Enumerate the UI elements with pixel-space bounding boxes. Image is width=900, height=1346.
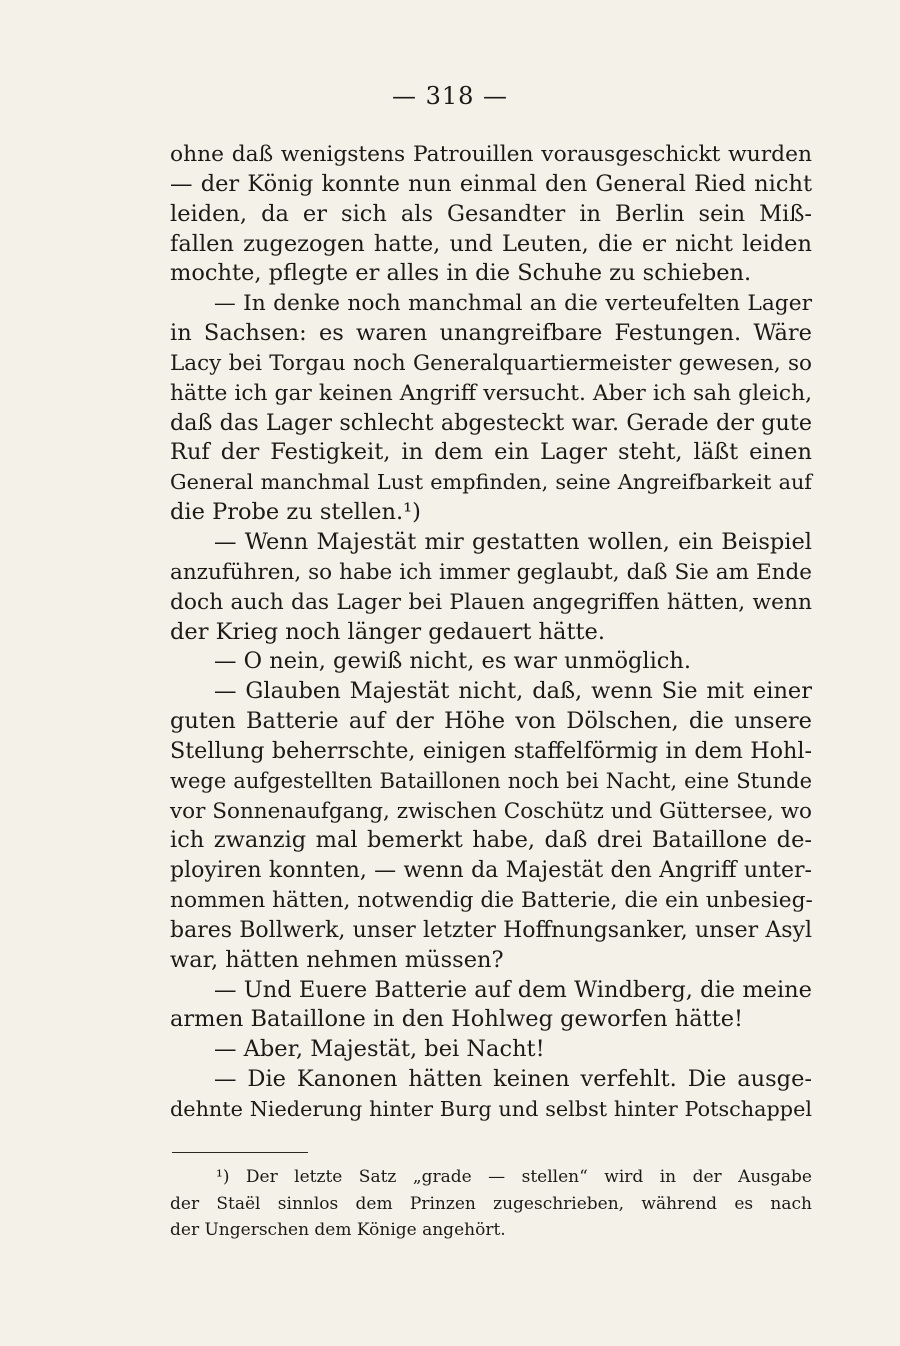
text-line: dehnte Niederung hinter Burg und selbst hinter Potschappel xyxy=(170,1097,812,1121)
text-line: der Krieg noch länger gedauert hätte. xyxy=(170,618,606,645)
footnote-line: der Staël sinnlos dem Prinzen zugeschrieben, während es nach xyxy=(170,1193,812,1214)
text-line: — Wenn Majestät mir gestatten wollen, ein Beispiel xyxy=(214,528,812,555)
footnote-divider xyxy=(172,1152,308,1153)
page-number: — 318 — xyxy=(391,82,509,110)
text-line: nommen hätten, notwendig die Batterie, die ein unbesieg- xyxy=(170,888,813,914)
text-line: vor Sonnenaufgang, zwischen Coschütz und Güttersee, wo xyxy=(170,798,812,824)
text-line: hätte ich gar keinen Angriff versucht. Aber ich sah gleich, xyxy=(170,380,812,406)
text-line: anzuführen, so habe ich immer geglaubt, daß Sie am Ende xyxy=(170,559,812,585)
text-line: die Probe zu stellen.¹) xyxy=(170,499,421,526)
text-line: — Aber, Majestät, bei Nacht! xyxy=(214,1036,545,1063)
footnotes xyxy=(170,1164,812,1244)
text-line: — Die Kanonen hätten keinen verfehlt. Die ausge- xyxy=(214,1066,812,1093)
footnote-line: der Ungerschen dem Könige angehört. xyxy=(170,1220,506,1240)
text-line: — Glauben Majestät nicht, daß, wenn Sie mit einer xyxy=(214,678,812,705)
text-line: Ruf der Festigkeit, in dem ein Lager steht, läßt einen xyxy=(170,439,812,466)
text-line: — der König konnte nun einmal den General Ried nicht xyxy=(170,170,812,197)
text-line: armen Bataillone in den Hohlweg geworfen hätte! xyxy=(170,1006,744,1033)
text-line: — Und Euere Batterie auf dem Windberg, die meine xyxy=(214,976,812,1003)
text-line: ohne daß wenigstens Patrouillen vorausgeschickt wurden xyxy=(170,142,812,167)
text-line: ich zwanzig mal bemerkt habe, daß drei Bataillone de- xyxy=(170,827,812,854)
footnote-line: ¹) Der letzte Satz „grade — stellen“ wird in der Ausgabe xyxy=(216,1167,812,1187)
text-line: — O nein, gewiß nicht, es war unmöglich. xyxy=(214,648,692,675)
text-line: wege aufgestellten Bataillonen noch bei Nacht, eine Stunde xyxy=(170,768,812,793)
text-line: General manchmal Lust empfinden, seine Angreifbarkeit auf xyxy=(170,470,812,495)
text-line: Stellung beherrschte, einigen staffelförmig in dem Hohl- xyxy=(170,737,812,764)
text-line: Lacy bei Torgau noch Generalquartiermeister gewesen, so xyxy=(170,350,812,376)
text-line: mochte, pflegte er alles in die Schuhe zu schieben. xyxy=(170,260,752,287)
text-line: bares Bollwerk, unser letzter Hoffnungsanker, unser Asyl xyxy=(170,917,812,943)
text-line: in Sachsen: es waren unangreifbare Festungen. Wäre xyxy=(170,320,812,347)
text-line: war, hätten nehmen müssen? xyxy=(170,946,504,973)
text-line: daß das Lager schlecht abgesteckt war. Gerade der gute xyxy=(170,409,812,436)
text-line: doch auch das Lager bei Plauen angegriffen hätten, wenn xyxy=(170,589,812,615)
text-line: guten Batterie auf der Höhe von Dölschen, die unsere xyxy=(170,708,812,735)
text-line: — In denke noch manchmal an die verteufelten Lager xyxy=(214,291,812,317)
text-line: fallen zugezogen hatte, und Leuten, die er nicht leiden xyxy=(170,230,812,257)
text-line: ployiren konnten, — wenn da Majestät den Angriff unter- xyxy=(170,858,812,884)
body-text xyxy=(170,140,812,1125)
text-line: leiden, da er sich als Gesandter in Berlin sein Miß- xyxy=(170,200,812,227)
